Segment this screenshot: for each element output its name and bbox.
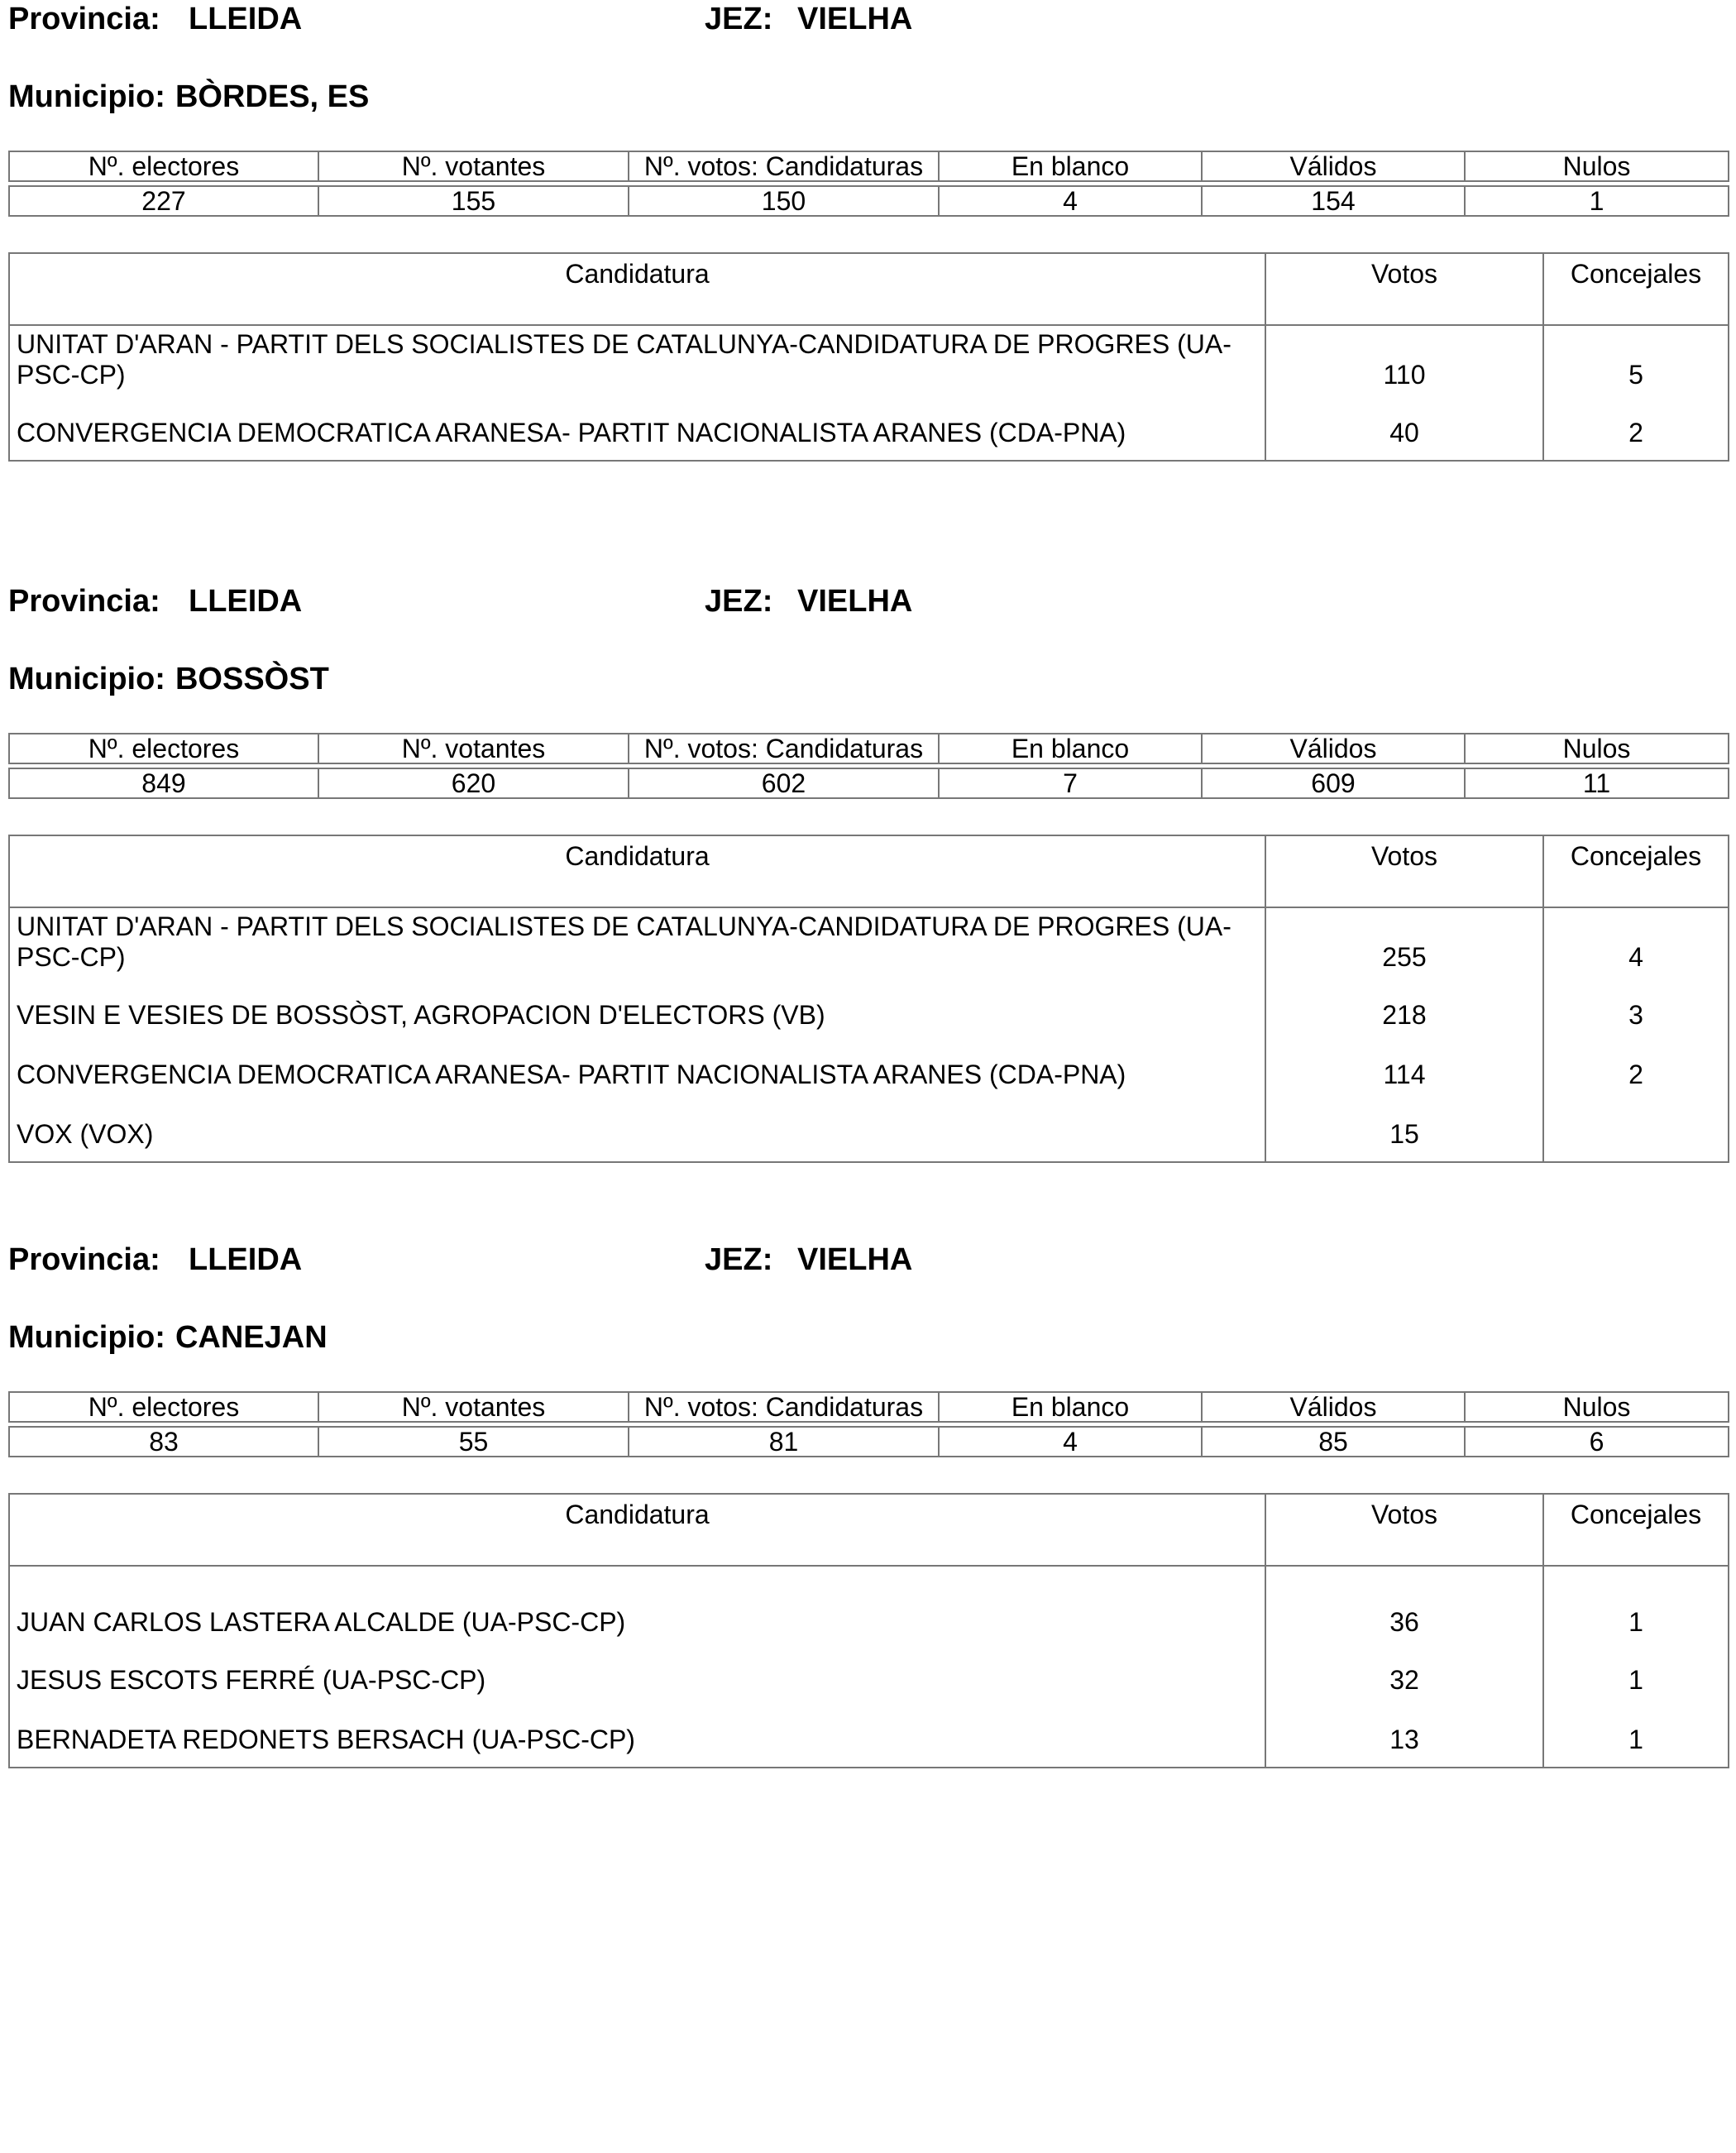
cand-votos: 36 xyxy=(1265,1566,1543,1648)
jez-value: VIELHA xyxy=(797,2,913,36)
stats-header-cell: Nº. votos: Candidaturas xyxy=(629,734,939,763)
cand-concejales: 1 xyxy=(1543,1707,1729,1768)
stats-header-cell: En blanco xyxy=(939,151,1202,181)
jez-label: JEZ: xyxy=(705,1242,773,1277)
table-row xyxy=(9,1102,1729,1162)
cand-concejales: 2 xyxy=(1543,1042,1729,1102)
cand-header-cell: Candidatura xyxy=(9,835,1265,907)
stats-header-cell: Válidos xyxy=(1202,734,1465,763)
municipio-label: Municipio: xyxy=(8,1320,165,1355)
cand-header-cell: Concejales xyxy=(1543,835,1729,907)
municipio-line xyxy=(8,662,329,697)
stats-value-cell: 7 xyxy=(939,768,1202,798)
cand-header-cell: Candidatura xyxy=(9,1494,1265,1566)
table-row xyxy=(9,1566,1729,1648)
stats-header-cell: Nulos xyxy=(1465,151,1729,181)
cand-name: VESIN E VESIES DE BOSSÒST, AGROPACION D'ELECTORS (VB) xyxy=(9,983,1265,1042)
stats-header-row xyxy=(9,1392,1729,1422)
stats-header-cell: Nulos xyxy=(1465,1392,1729,1422)
stats-value-cell: 6 xyxy=(1465,1427,1729,1457)
cand-votos: 32 xyxy=(1265,1648,1543,1707)
stats-header-cell: Nº. votantes xyxy=(318,1392,629,1422)
table-row xyxy=(9,907,1729,983)
jez-value: VIELHA xyxy=(797,1242,913,1277)
cand-concejales: 1 xyxy=(1543,1648,1729,1707)
jez-label: JEZ: xyxy=(705,584,773,619)
stats-header-cell: Válidos xyxy=(1202,151,1465,181)
table-row xyxy=(9,1042,1729,1102)
stats-header-cell: Nº. votantes xyxy=(318,151,629,181)
header-line xyxy=(8,1242,1728,1284)
provincia-value: LLEIDA xyxy=(189,584,303,619)
stats-value-cell: 81 xyxy=(629,1427,939,1457)
stats-value-cell: 85 xyxy=(1202,1427,1465,1457)
cand-header-row xyxy=(9,253,1729,325)
cand-votos: 13 xyxy=(1265,1707,1543,1768)
stats-value-cell: 227 xyxy=(9,186,318,216)
stats-value-cell: 155 xyxy=(318,186,629,216)
cand-concejales: 4 xyxy=(1543,907,1729,983)
stats-header-row xyxy=(9,734,1729,763)
cand-name: VOX (VOX) xyxy=(9,1102,1265,1162)
stats-value-cell: 609 xyxy=(1202,768,1465,798)
cand-header-row xyxy=(9,835,1729,907)
stats-header-row xyxy=(9,151,1729,181)
cand-votos: 40 xyxy=(1265,400,1543,461)
table-row xyxy=(9,1648,1729,1707)
table-row xyxy=(9,983,1729,1042)
municipio-value: BÒRDES, ES xyxy=(175,79,370,114)
cand-votos: 110 xyxy=(1265,325,1543,400)
stats-value-cell: 4 xyxy=(939,186,1202,216)
stats-header-cell: Nulos xyxy=(1465,734,1729,763)
stats-value-cell: 150 xyxy=(629,186,939,216)
stats-value-cell: 1 xyxy=(1465,186,1729,216)
cand-name: UNITAT D'ARAN - PARTIT DELS SOCIALISTES DE CATALUNYA-CANDIDATURA DE PROGRES (UA-PSC-CP) xyxy=(9,907,1265,983)
stats-value-cell: 620 xyxy=(318,768,629,798)
provincia-label: Provincia: xyxy=(8,1242,160,1277)
candidaturas-table xyxy=(8,252,1729,462)
stats-table xyxy=(8,151,1729,217)
stats-value-cell: 154 xyxy=(1202,186,1465,216)
table-row xyxy=(9,400,1729,461)
cand-header-cell: Votos xyxy=(1265,1494,1543,1566)
header-line xyxy=(8,2,1728,43)
candidaturas-table xyxy=(8,835,1729,1163)
municipio-value: CANEJAN xyxy=(175,1320,328,1355)
stats-value-row xyxy=(9,768,1729,798)
cand-name: JUAN CARLOS LASTERA ALCALDE (UA-PSC-CP) xyxy=(9,1566,1265,1648)
stats-table xyxy=(8,1391,1729,1457)
stats-header-cell: Nº. electores xyxy=(9,151,318,181)
table-row xyxy=(9,325,1729,400)
stats-value-cell: 55 xyxy=(318,1427,629,1457)
cand-header-cell: Candidatura xyxy=(9,253,1265,325)
stats-header-cell: En blanco xyxy=(939,734,1202,763)
provincia-label: Provincia: xyxy=(8,2,160,36)
cand-header-row xyxy=(9,1494,1729,1566)
municipio-line xyxy=(8,79,369,115)
cand-name: BERNADETA REDONETS BERSACH (UA-PSC-CP) xyxy=(9,1707,1265,1768)
stats-header-cell: Nº. electores xyxy=(9,1392,318,1422)
cand-votos: 15 xyxy=(1265,1102,1543,1162)
table-row xyxy=(9,1707,1729,1768)
municipio-line xyxy=(8,1320,328,1356)
provincia-value: LLEIDA xyxy=(189,2,303,36)
cand-votos: 218 xyxy=(1265,983,1543,1042)
municipio-label: Municipio: xyxy=(8,79,165,114)
cand-votos: 114 xyxy=(1265,1042,1543,1102)
stats-header-cell: Nº. votos: Candidaturas xyxy=(629,1392,939,1422)
municipio-value: BOSSÒST xyxy=(175,662,329,696)
candidaturas-table xyxy=(8,1493,1729,1768)
cand-header-cell: Votos xyxy=(1265,835,1543,907)
stats-value-cell: 4 xyxy=(939,1427,1202,1457)
cand-concejales: 5 xyxy=(1543,325,1729,400)
cand-name: UNITAT D'ARAN - PARTIT DELS SOCIALISTES DE CATALUNYA-CANDIDATURA DE PROGRES (UA-PSC-CP) xyxy=(9,325,1265,400)
provincia-label: Provincia: xyxy=(8,584,160,619)
header-line xyxy=(8,584,1728,625)
cand-name: CONVERGENCIA DEMOCRATICA ARANESA- PARTIT NACIONALISTA ARANES (CDA-PNA) xyxy=(9,1042,1265,1102)
stats-value-cell: 602 xyxy=(629,768,939,798)
cand-concejales: 1 xyxy=(1543,1566,1729,1648)
stats-value-row xyxy=(9,186,1729,216)
cand-header-cell: Concejales xyxy=(1543,253,1729,325)
cand-header-cell: Concejales xyxy=(1543,1494,1729,1566)
cand-votos: 255 xyxy=(1265,907,1543,983)
jez-value: VIELHA xyxy=(797,584,913,619)
cand-name: JESUS ESCOTS FERRÉ (UA-PSC-CP) xyxy=(9,1648,1265,1707)
cand-name: CONVERGENCIA DEMOCRATICA ARANESA- PARTIT NACIONALISTA ARANES (CDA-PNA) xyxy=(9,400,1265,461)
cand-concejales xyxy=(1543,1102,1729,1162)
stats-table xyxy=(8,733,1729,799)
stats-header-cell: Nº. votos: Candidaturas xyxy=(629,151,939,181)
stats-value-cell: 849 xyxy=(9,768,318,798)
municipio-label: Municipio: xyxy=(8,662,165,696)
jez-label: JEZ: xyxy=(705,2,773,36)
cand-header-cell: Votos xyxy=(1265,253,1543,325)
cand-concejales: 3 xyxy=(1543,983,1729,1042)
provincia-value: LLEIDA xyxy=(189,1242,303,1277)
cand-concejales: 2 xyxy=(1543,400,1729,461)
stats-value-row xyxy=(9,1427,1729,1457)
stats-value-cell: 83 xyxy=(9,1427,318,1457)
stats-header-cell: Nº. votantes xyxy=(318,734,629,763)
stats-header-cell: Válidos xyxy=(1202,1392,1465,1422)
stats-value-cell: 11 xyxy=(1465,768,1729,798)
stats-header-cell: En blanco xyxy=(939,1392,1202,1422)
stats-header-cell: Nº. electores xyxy=(9,734,318,763)
